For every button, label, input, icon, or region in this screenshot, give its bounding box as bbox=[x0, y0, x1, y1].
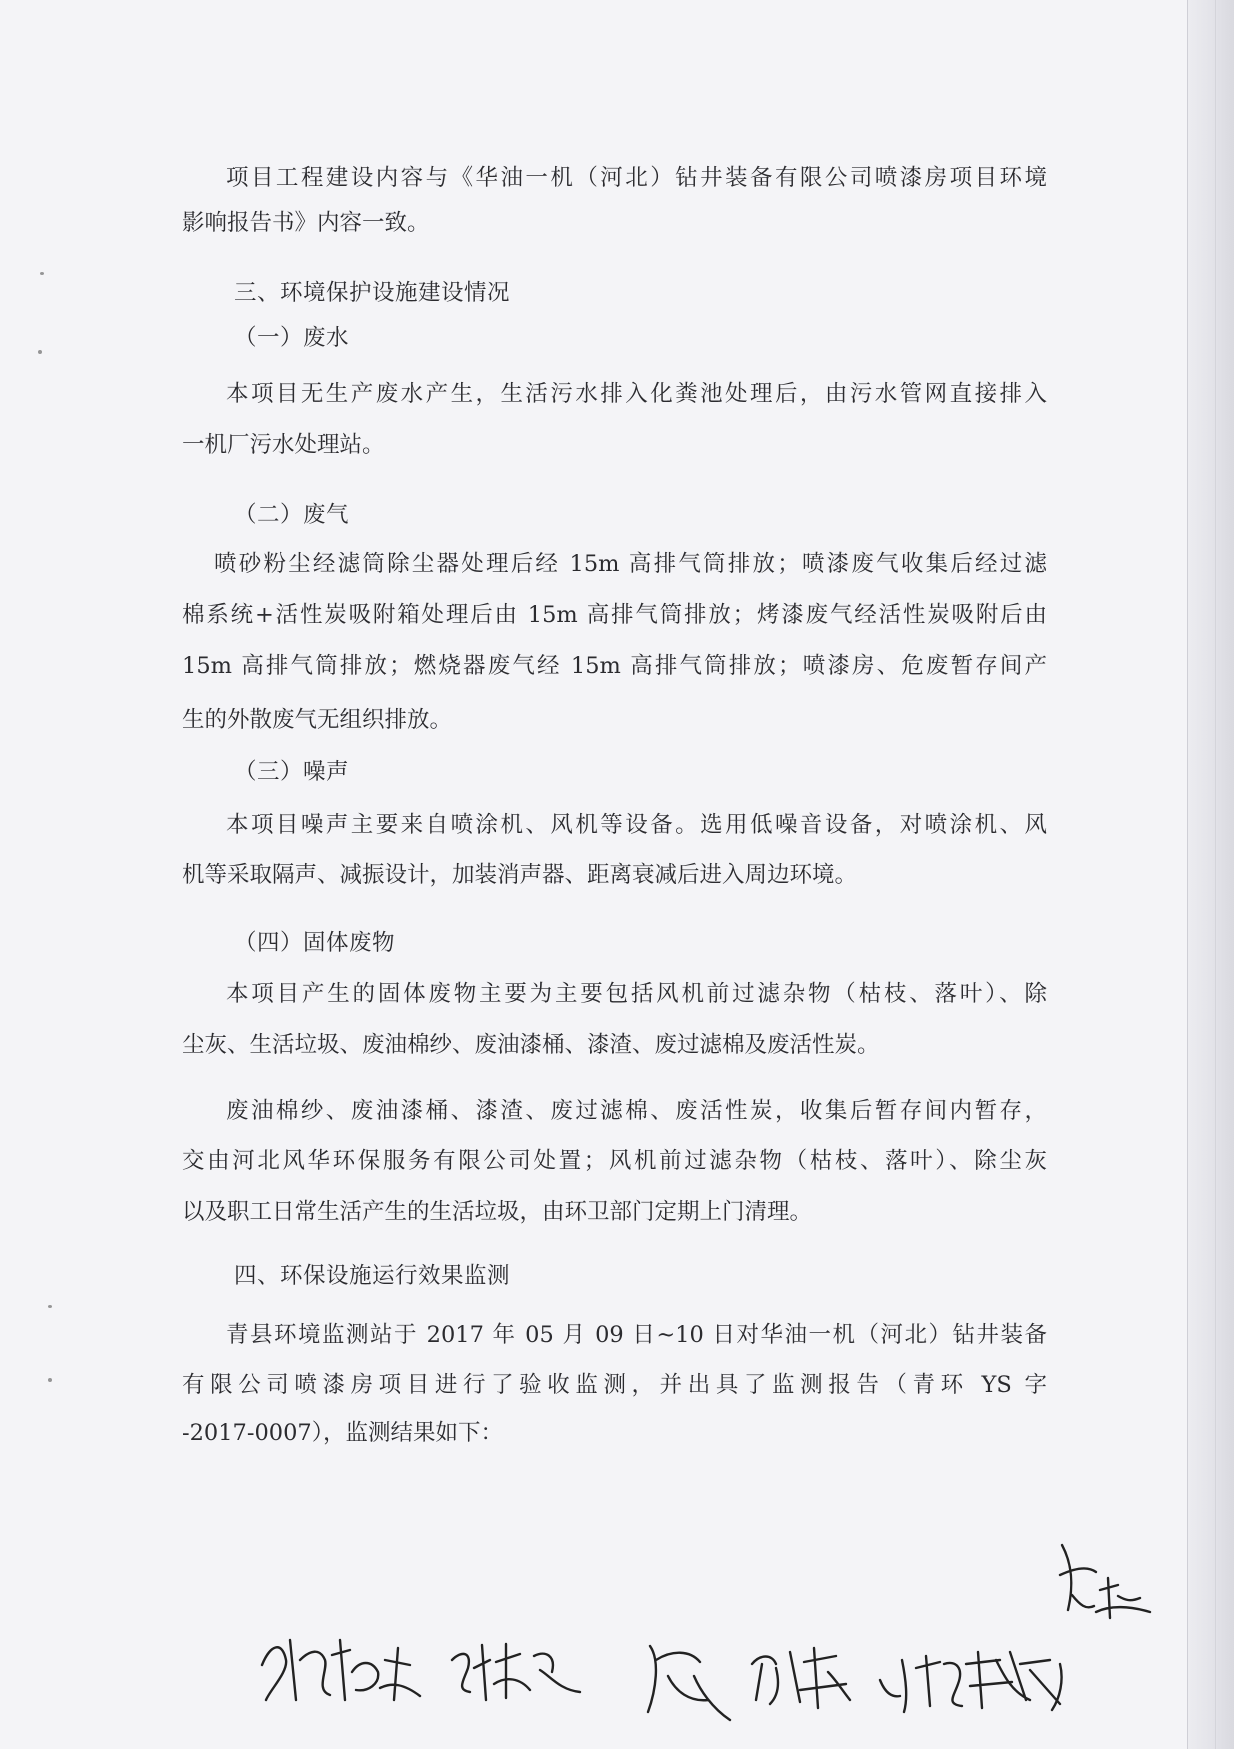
paragraph-line: 废油棉纱、废油漆桶、漆渣、废过滤棉、废活性炭，收集后暂存间内暂存， bbox=[226, 1098, 1047, 1124]
paragraph-line: 交由河北风华环保服务有限公司处置；风机前过滤杂物（枯枝、落叶）、除尘灰 bbox=[182, 1148, 1047, 1174]
paragraph-line: 生的外散废气无组织排放。 bbox=[182, 707, 453, 733]
paragraph-line: 喷砂粉尘经滤筒除尘器处理后经 15m 高排气筒排放；喷漆废气收集后经过滤 bbox=[214, 551, 1047, 577]
paragraph-line: 有限公司喷漆房项目进行了验收监测，并出具了监测报告（青环 YS 字 bbox=[182, 1372, 1047, 1398]
paragraph-line: -2017-0007），监测结果如下： bbox=[182, 1420, 503, 1446]
paragraph-line: 影响报告书》内容一致。 bbox=[182, 210, 430, 236]
subsection-heading: （三）噪声 bbox=[234, 759, 350, 785]
paragraph-line: 本项目噪声主要来自喷涂机、风机等设备。选用低噪音设备，对喷涂机、风 bbox=[226, 812, 1047, 838]
paragraph-line: 以及职工日常生活产生的生活垃圾，由环卫部门定期上门清理。 bbox=[182, 1199, 813, 1225]
paragraph-line: 本项目产生的固体废物主要为主要包括风机前过滤杂物（枯枝、落叶）、除 bbox=[226, 981, 1047, 1007]
paragraph-line: 项目工程建设内容与《华油一机（河北）钻井装备有限公司喷漆房项目环境 bbox=[226, 165, 1047, 191]
subsection-heading: （四）固体废物 bbox=[234, 930, 396, 956]
paragraph-line: 尘灰、生活垃圾、废油棉纱、废油漆桶、漆渣、废过滤棉及废活性炭。 bbox=[182, 1032, 880, 1058]
signature-row bbox=[262, 1640, 1062, 1720]
section-heading: 四、环保设施运行效果监测 bbox=[234, 1263, 511, 1289]
paragraph-line: 青县环境监测站于 2017 年 05 月 09 日~10 日对华油一机（河北）钻井装备 bbox=[226, 1322, 1047, 1348]
paragraph-line: 棉系统+活性炭吸附箱处理后由 15m 高排气筒排放；烤漆废气经活性炭吸附后由 bbox=[182, 602, 1047, 628]
paragraph-line: 机等采取隔声、减振设计，加装消声器、距离衰减后进入周边环境。 bbox=[182, 862, 858, 888]
paragraph-line: 本项目无生产废水产生，生活污水排入化粪池处理后，由污水管网直接排入 bbox=[226, 381, 1047, 407]
subsection-heading: （一）废水 bbox=[234, 325, 350, 351]
subsection-heading: （二）废气 bbox=[234, 502, 350, 528]
paragraph-line: 一机厂污水处理站。 bbox=[182, 432, 385, 458]
signature-top-right bbox=[1060, 1545, 1150, 1618]
paragraph-line: 15m 高排气筒排放；燃烧器废气经 15m 高排气筒排放；喷漆房、危废暂存间产 bbox=[182, 653, 1047, 679]
section-heading: 三、环境保护设施建设情况 bbox=[234, 280, 511, 306]
